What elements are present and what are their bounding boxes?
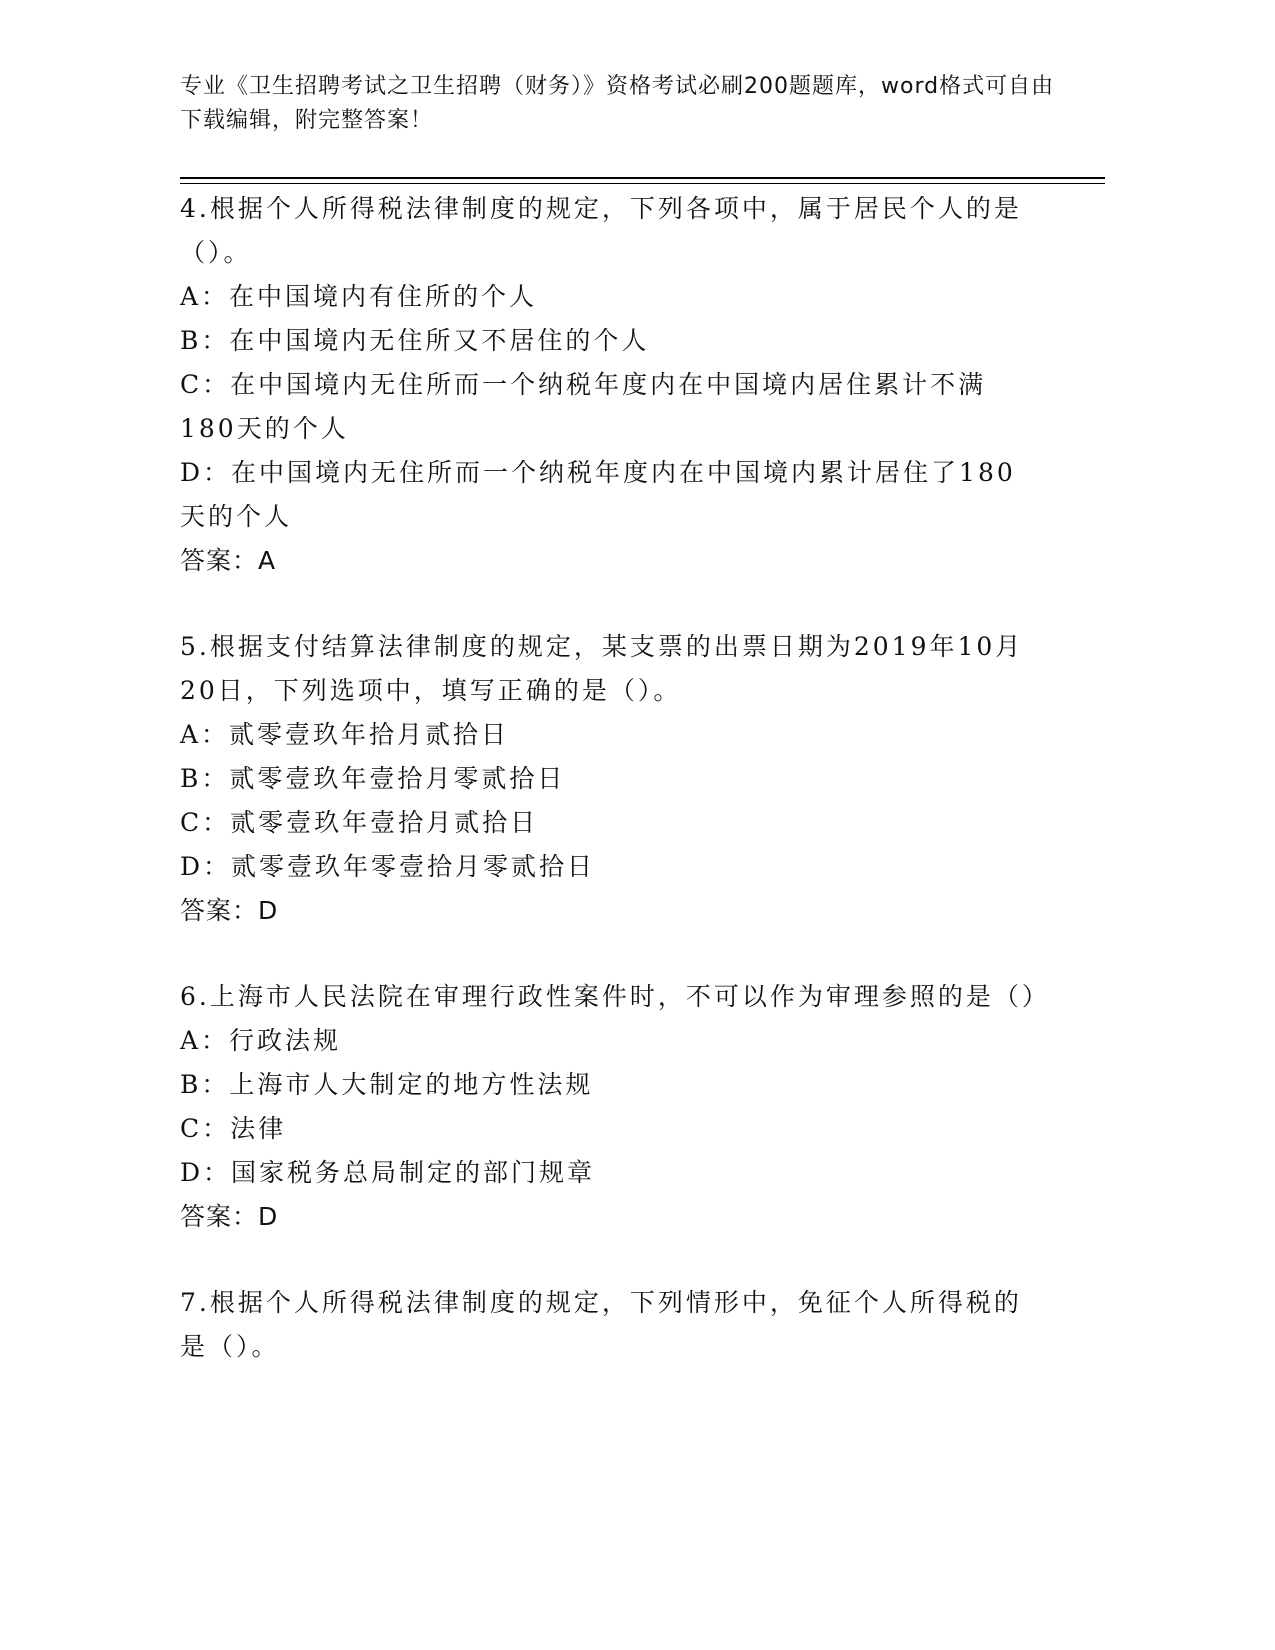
option-d: D：国家税务总局制定的部门规章 [180,1158,596,1187]
question-stem: 5.根据支付结算法律制度的规定，某支票的出票日期为2019年10月20日，下列选项中，填写正确的是（）。 [180,632,1024,705]
question-stem: 6.上海市人民法院在审理行政性案件时，不可以作为审理参照的是（） [180,982,1050,1011]
option-c: C：在中国境内无住所而一个纳税年度内在中国境内居住累计不满180天的个人 [180,370,987,443]
question-6 [180,975,1050,1239]
option-d: D：在中国境内无住所而一个纳税年度内在中国境内累计居住了180天的个人 [180,458,1016,531]
option-a: A：行政法规 [180,1026,342,1055]
option-b: B：在中国境内无住所又不居住的个人 [180,326,650,355]
option-a: A：在中国境内有住所的个人 [180,282,538,311]
header-divider-thick [180,177,1105,179]
answer: 答案：D [180,896,279,925]
question-4 [180,187,1040,583]
answer: 答案：D [180,1202,279,1231]
question-stem: 4.根据个人所得税法律制度的规定，下列各项中，属于居民个人的是（）。 [180,194,1022,267]
question-7 [180,1281,1040,1369]
question-5 [180,625,1040,933]
option-c: C：法律 [180,1114,287,1143]
option-d: D：贰零壹玖年零壹拾月零贰拾日 [180,852,596,881]
option-a: A：贰零壹玖年拾月贰拾日 [180,720,510,749]
option-b: B：上海市人大制定的地方性法规 [180,1070,594,1099]
question-list [180,187,1050,1411]
question-stem: 7.根据个人所得税法律制度的规定，下列情形中，免征个人所得税的是（）。 [180,1288,1022,1361]
answer: 答案：A [180,546,277,575]
header-divider-thin [180,183,1105,184]
document-header: 专业《卫生招聘考试之卫生招聘（财务）》资格考试必刷200题题库，word格式可自由下载编辑，附完整答案！ [180,74,1055,133]
option-b: B：贰零壹玖年壹拾月零贰拾日 [180,764,566,793]
option-c: C：贰零壹玖年壹拾月贰拾日 [180,808,539,837]
